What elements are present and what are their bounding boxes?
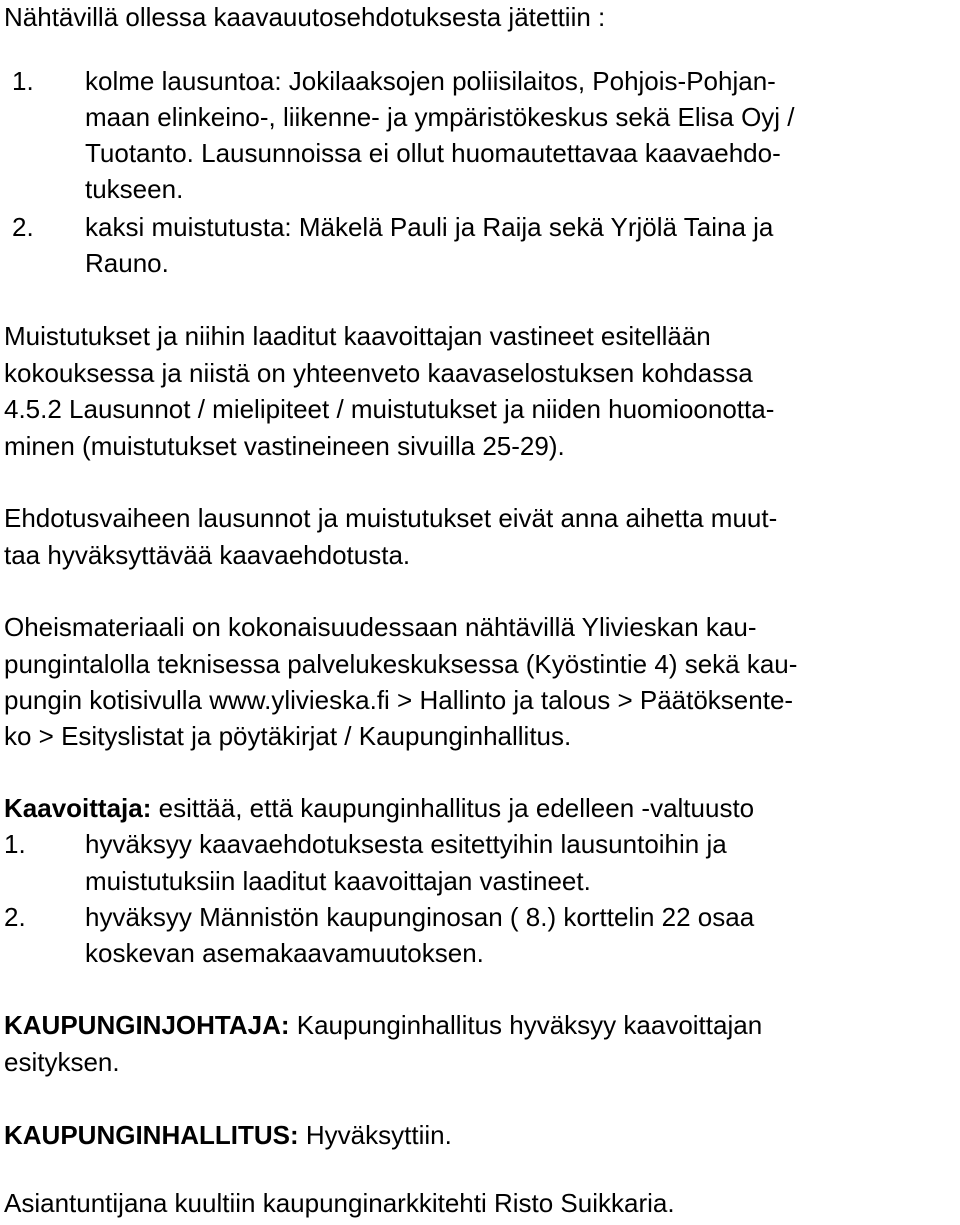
paragraph-line: minen (muistutukset vastineineen sivuilla 25-29). bbox=[4, 431, 565, 461]
paragraph-line: taa hyväksyttävää kaavaehdotusta. bbox=[4, 540, 411, 570]
kaupunginjohtaja-text: Kaupunginhallitus hyväksyy kaavoittajan bbox=[289, 1010, 763, 1040]
paragraph-line: ko > Esityslistat ja pöytäkirjat / Kaupunginhallitus. bbox=[4, 721, 572, 751]
intro-line: Nähtävillä ollessa kaavauutosehdotuksesta jätettiin : bbox=[4, 2, 606, 32]
list-item-number: 1. bbox=[12, 66, 34, 96]
proposal-item-line: koskevan asemakaavamuutoksen. bbox=[85, 938, 484, 968]
list-item-line: kolme lausuntoa: Jokilaaksojen poliisilaitos, Pohjois-Pohjan- bbox=[85, 66, 776, 96]
proposal-item-line: hyväksyy kaavaehdotuksesta esitettyihin lausuntoihin ja bbox=[85, 829, 727, 859]
kaavoittaja-text: esittää, että kaupunginhallitus ja edelleen -valtuusto bbox=[151, 793, 755, 823]
paragraph-line: Muistutukset ja niihin laaditut kaavoittajan vastineet esitellään bbox=[4, 321, 711, 351]
proposal-item-number: 1. bbox=[4, 829, 26, 859]
paragraph-line: pungintalolla teknisessa palvelukeskuksessa (Kyöstintie 4) sekä kau- bbox=[4, 649, 798, 679]
paragraph-line: 4.5.2 Lausunnot / mielipiteet / muistutukset ja niiden huomioonotta- bbox=[4, 394, 775, 424]
list-item-line: Rauno. bbox=[85, 248, 169, 278]
list-item-number: 2. bbox=[12, 212, 34, 242]
kaavoittaja-label: Kaavoittaja: bbox=[4, 793, 152, 823]
proposal-item-line: hyväksyy Männistön kaupunginosan ( 8.) korttelin 22 osaa bbox=[85, 902, 755, 932]
list-item-line: kaksi muistutusta: Mäkelä Pauli ja Raija sekä Yrjölä Taina ja bbox=[85, 212, 774, 242]
paragraph-line: Oheismateriaali on kokonaisuudessaan nähtävillä Ylivieskan kau- bbox=[4, 612, 757, 642]
proposal-item-number: 2. bbox=[4, 902, 26, 932]
list-item-line: Tuotanto. Lausunnoissa ei ollut huomautettavaa kaavaehdo- bbox=[85, 138, 781, 168]
paragraph-line: kokouksessa ja niistä on yhteenveto kaavaselostuksen kohdassa bbox=[4, 358, 753, 388]
asiantuntija-line: Asiantuntijana kuultiin kaupunginarkkitehti Risto Suikkaria. bbox=[4, 1188, 675, 1218]
kaupunginjohtaja-continuation: esityksen. bbox=[4, 1047, 120, 1077]
paragraph-line: pungin kotisivulla www.ylivieska.fi > Hallinto ja talous > Päätöksente- bbox=[4, 685, 794, 715]
kaupunginjohtaja-label: KAUPUNGINJOHTAJA: bbox=[4, 1010, 290, 1040]
kaupunginhallitus-label: KAUPUNGINHALLITUS: bbox=[4, 1120, 299, 1150]
kaupunginjohtaja-line bbox=[4, 1012, 762, 1038]
list-item-line: maan elinkeino-, liikenne- ja ympäristökeskus sekä Elisa Oyj / bbox=[85, 102, 795, 132]
kaavoittaja-line bbox=[4, 795, 754, 821]
kaupunginhallitus-line bbox=[4, 1122, 452, 1148]
paragraph-line: Ehdotusvaiheen lausunnot ja muistutukset eivät anna aihetta muut- bbox=[4, 503, 778, 533]
kaupunginhallitus-text: Hyväksyttiin. bbox=[298, 1120, 452, 1150]
list-item-line: tukseen. bbox=[85, 174, 184, 204]
proposal-item-line: muistutuksiin laaditut kaavoittajan vastineet. bbox=[85, 866, 591, 896]
